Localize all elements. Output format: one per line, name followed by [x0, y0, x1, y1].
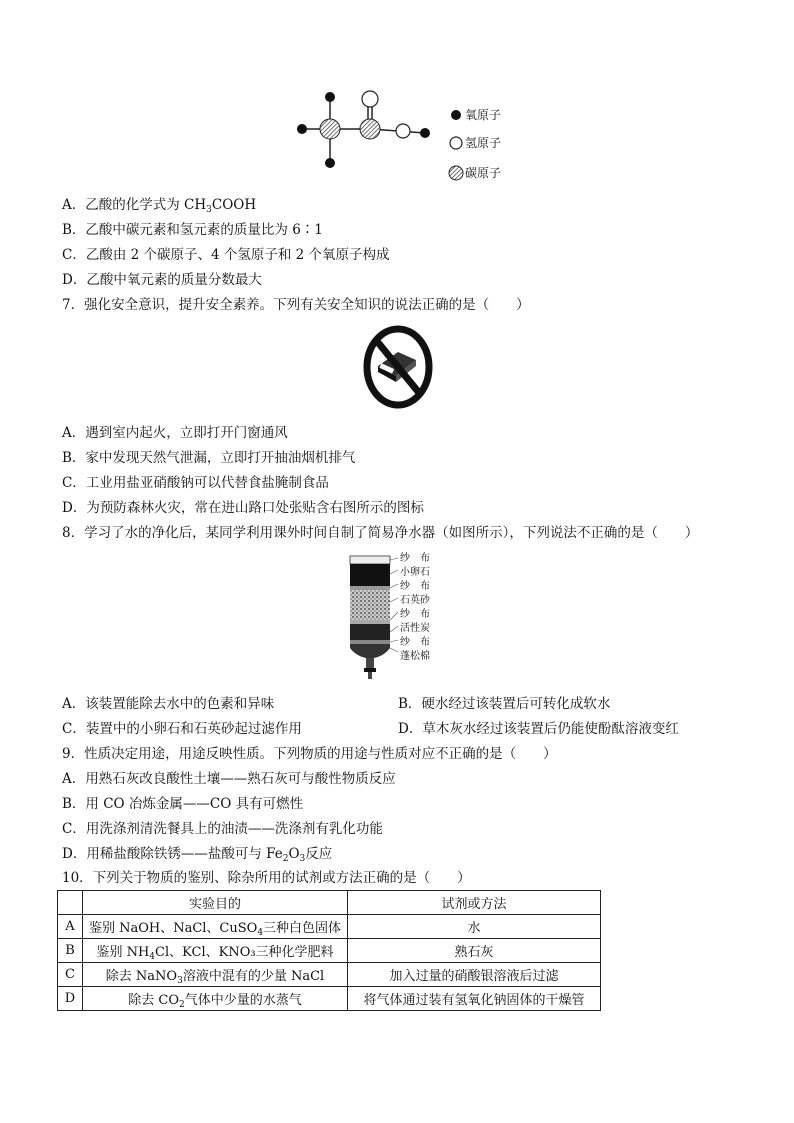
purifier-label: 纱 布: [400, 609, 430, 620]
purifier-label: 纱 布: [400, 553, 430, 564]
row-method: 加入过量的硝酸银溶液后过滤: [348, 963, 601, 987]
row-purpose: 鉴别 $NH_4Cl$、KCl、KNO₃三种化学肥料: [83, 939, 348, 963]
q7-option-d: D．为预防森林火灾，常在进山路口处张贴含右图所示的图标: [62, 500, 424, 516]
q8-option-c: C．装置中的小卵石和石英砂起过滤作用: [62, 721, 302, 737]
row-label: D: [58, 987, 83, 1011]
row-purpose: 除去 NaNO$_3$溶液中混有的少量 NaCl: [83, 963, 348, 987]
row-label: B: [58, 939, 83, 963]
table-row: [58, 915, 601, 939]
q9-option-d: D．用稀盐酸除铁锈——盐酸可与 $Fe_2O_3$反应: [62, 846, 333, 864]
header-cell: 试剂或方法: [348, 891, 601, 915]
row-method: 熟石灰: [348, 939, 601, 963]
table-row: [58, 987, 601, 1011]
q9-option-a: A．用熟石灰改良酸性土壤——熟石灰可与酸性物质反应: [62, 771, 396, 787]
legend-oxygen-label: 氧原子: [465, 108, 502, 122]
q7-stem: 7．强化安全意识，提升安全素养。下列有关安全知识的说法正确的是（ ）: [62, 297, 530, 313]
q10-stem: 10．下列关于物质的鉴别、除杂所用的试剂或方法正确的是（ ）: [62, 870, 471, 886]
q6-option-c: C．乙酸由 2 个碳原子、4 个氢原子和 2 个氧原子构成: [62, 247, 390, 263]
q8-option-b: B．硬水经过该装置后可转化成软水: [398, 696, 611, 712]
hydrogen-atom: [297, 124, 307, 134]
purifier-label: 小卵石: [400, 567, 430, 578]
legend-black-atom-icon: [451, 110, 461, 120]
purifier-label: 活性炭: [400, 623, 430, 634]
purifier-labels: [400, 552, 430, 664]
hydrogen-atom: [420, 128, 430, 138]
legend-hydrogen-label: 氢原子: [465, 136, 502, 150]
header-cell: 实验目的: [83, 891, 348, 915]
q6-option-a: A．乙酸的化学式为 $CH_3COOH$: [62, 197, 257, 215]
oxygen-atom: [362, 91, 378, 107]
q7-option-b: B．家中发现天然气泄漏，立即打开抽油烟机排气: [62, 450, 356, 466]
q7-option-a: A．遇到室内起火，立即打开门窗通风: [62, 425, 288, 441]
q8-option-d: D．草木灰水经过该装置后仍能使酚酞溶液变红: [398, 721, 679, 737]
table-header-row: [58, 891, 601, 915]
q6-option-b: B．乙酸中碳元素和氢元素的质量比为 6∶1: [62, 222, 323, 238]
legend-hatched-atom-icon: [449, 166, 463, 180]
header-cell: [58, 891, 83, 915]
purifier-label: 石英砂: [400, 595, 430, 606]
hydrogen-atom: [325, 92, 335, 102]
oxygen-atom: [396, 124, 410, 138]
no-fire-sign-icon: [360, 322, 436, 412]
q9-option-c: C．用洗涤剂清洗餐具上的油渍——洗涤剂有乳化功能: [62, 821, 383, 837]
row-label: A: [58, 915, 83, 939]
table-row: [58, 939, 601, 963]
legend-white-atom-icon: [450, 137, 462, 149]
q8-stem: 8．学习了水的净化后，某同学利用课外时间自制了简易净水器（如图所示），下列说法不正确的是（ ）: [62, 525, 699, 541]
q10-table: [57, 890, 601, 1011]
row-purpose: 除去 $CO_2$气体中少量的水蒸气: [83, 987, 348, 1011]
q9-stem: 9．性质决定用途，用途反映性质。下列物质的用途与性质对应不正确的是（ ）: [62, 746, 557, 762]
row-label: C: [58, 963, 83, 987]
carbon-atom: [320, 119, 340, 139]
purifier-label: 蓬松棉: [400, 651, 430, 662]
q7-option-c: C．工业用盐亚硝酸钠可以代替食盐腌制食品: [62, 475, 329, 491]
purifier-label: 纱 布: [400, 581, 430, 592]
q6-option-d: D．乙酸中氧元素的质量分数最大: [62, 272, 262, 288]
row-method: 水: [348, 915, 601, 939]
q9-option-b: B．用 CO 冶炼金属——CO 具有可燃性: [62, 796, 304, 812]
table-row: [58, 963, 601, 987]
hydrogen-atom: [325, 158, 335, 168]
carbon-atom: [360, 119, 380, 139]
purifier-label: 纱 布: [400, 637, 430, 648]
row-method: 将气体通过装有氢氧化钠固体的干燥管: [348, 987, 601, 1011]
row-purpose: 鉴别 NaOH、NaCl、CuSO$_4$三种白色固体: [83, 915, 348, 939]
legend-carbon-label: 碳原子: [465, 166, 502, 180]
q8-option-a: A．该装置能除去水中的色素和异味: [62, 696, 275, 712]
